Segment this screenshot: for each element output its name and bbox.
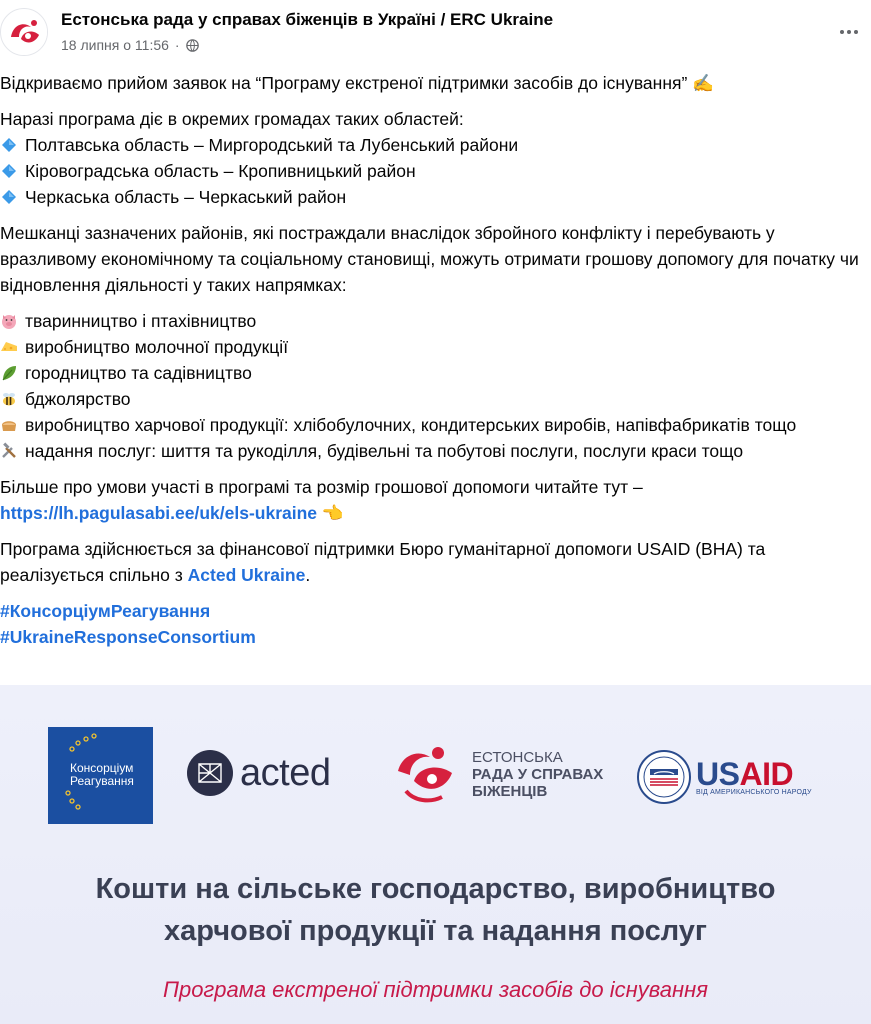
page-avatar[interactable] — [0, 8, 48, 56]
usaid-seal-icon — [636, 749, 692, 805]
direction-item: виробництво молочної продукції — [0, 334, 866, 360]
region-item: Полтавська область – Миргородський та Лубенський райони — [0, 132, 866, 158]
pig-icon — [0, 312, 18, 330]
bread-icon — [0, 416, 18, 434]
erc-text: РАДА У СПРАВАХ — [472, 765, 604, 783]
post-intro: Відкриваємо прийом заявок на “Програму екстреної підтримки засобів до існування” ✍️ — [0, 73, 714, 93]
page-name-link[interactable]: Естонська рада у справах біженців в Україні / ERC Ukraine — [61, 10, 554, 29]
regions-intro: Наразі програма діє в окремих громадах таких областей: — [0, 109, 464, 129]
more-options-button[interactable] — [837, 20, 861, 44]
erc-emblem-icon — [394, 741, 464, 807]
acted-logo — [186, 749, 330, 797]
consortium-text: Консорціум — [70, 761, 134, 775]
funding-text: Програма здійснюється за фінансової підтримки Бюро гуманітарної допомоги USAID (BHA) та реалізується спільно з — [0, 539, 766, 585]
region-item: Кіровоградська область – Кропивницький район — [0, 158, 866, 184]
usaid-logo — [636, 749, 812, 805]
funding-block: Програма здійснюється за фінансової підтримки Бюро гуманітарної допомоги USAID (BHA) та реалізується спільно з Acted Ukraine. — [0, 539, 766, 585]
erc-logo-icon — [1, 9, 48, 56]
direction-item: бджолярство — [0, 386, 866, 412]
acted-wordmark: acted — [240, 751, 331, 794]
directions-block — [0, 308, 866, 464]
banner-title: Кошти на сільське господарство, виробництво харчової продукції та надання послуг — [95, 873, 776, 947]
hashtags-block — [0, 598, 866, 650]
dot-icon — [847, 30, 851, 34]
program-link[interactable]: https://lh.pagulasabi.ee/uk/els-ukraine — [0, 503, 318, 523]
region-item: Черкаська область – Черкаський район — [0, 184, 866, 210]
direction-item: надання послуг: шиття та рукоділля, будівельні та побутові послуги, послуги краси тощо — [0, 438, 866, 464]
blue-diamond-icon — [0, 188, 18, 206]
acted-emblem-icon — [186, 749, 234, 797]
more-info-text: Більше про умови участі в програмі та розмір грошової допомоги читайте тут – — [0, 477, 643, 497]
erc-text: БІЖЕНЦІВ — [472, 782, 548, 800]
bee-icon — [0, 390, 18, 408]
regions-block — [0, 106, 866, 210]
post-date[interactable]: 18 липня о 11:56 — [61, 37, 169, 53]
consortium-text: Реагування — [70, 774, 134, 788]
blue-diamond-icon — [0, 136, 18, 154]
blue-diamond-icon — [0, 162, 18, 180]
usaid-tagline: ВІД АМЕРИКАНСЬКОГО НАРОДУ — [696, 788, 812, 796]
erc-text: ЕСТОНСЬКА — [472, 748, 563, 766]
hashtag-consortium[interactable]: #КонсорціумРеагування — [0, 601, 211, 621]
globe-icon — [186, 39, 199, 52]
usaid-wordmark: USAID — [696, 755, 794, 792]
leafy-green-icon — [0, 364, 18, 382]
post-image-banner[interactable] — [0, 685, 871, 1024]
dot-icon — [854, 30, 858, 34]
tools-icon — [0, 442, 18, 460]
erc-logo — [394, 741, 603, 807]
post-meta — [61, 37, 199, 53]
meta-separator: · — [174, 37, 180, 53]
eligibility-text: Мешканці зазначених районів, які постраждали внаслідок збройного конфлікту і перебувають у вразливому економічному та соціальному становищі, можуть отримати грошову допомогу для початку чи відновлення діяльності у таких напрямках: — [0, 223, 859, 295]
banner-subtitle: Програма екстреної підтримки засобів до існування — [163, 977, 708, 1002]
dot-icon — [840, 30, 844, 34]
post-body — [0, 70, 866, 660]
hashtag-ukraine-response[interactable]: #UkraineResponseConsortium — [0, 627, 256, 647]
consortium-logo — [48, 727, 153, 824]
acted-ukraine-link[interactable]: Acted Ukraine — [187, 565, 306, 585]
cheese-icon — [0, 338, 18, 356]
post-header — [0, 0, 871, 66]
direction-item: тваринництво і птахівництво — [0, 308, 866, 334]
direction-item: городництво та садівництво — [0, 360, 866, 386]
direction-item: виробництво харчової продукції: хлібобулочних, кондитерських виробів, напівфабрикатів тощо — [0, 412, 866, 438]
more-info-block — [0, 474, 866, 526]
pointing-hand-icon: 👈 — [321, 503, 344, 523]
